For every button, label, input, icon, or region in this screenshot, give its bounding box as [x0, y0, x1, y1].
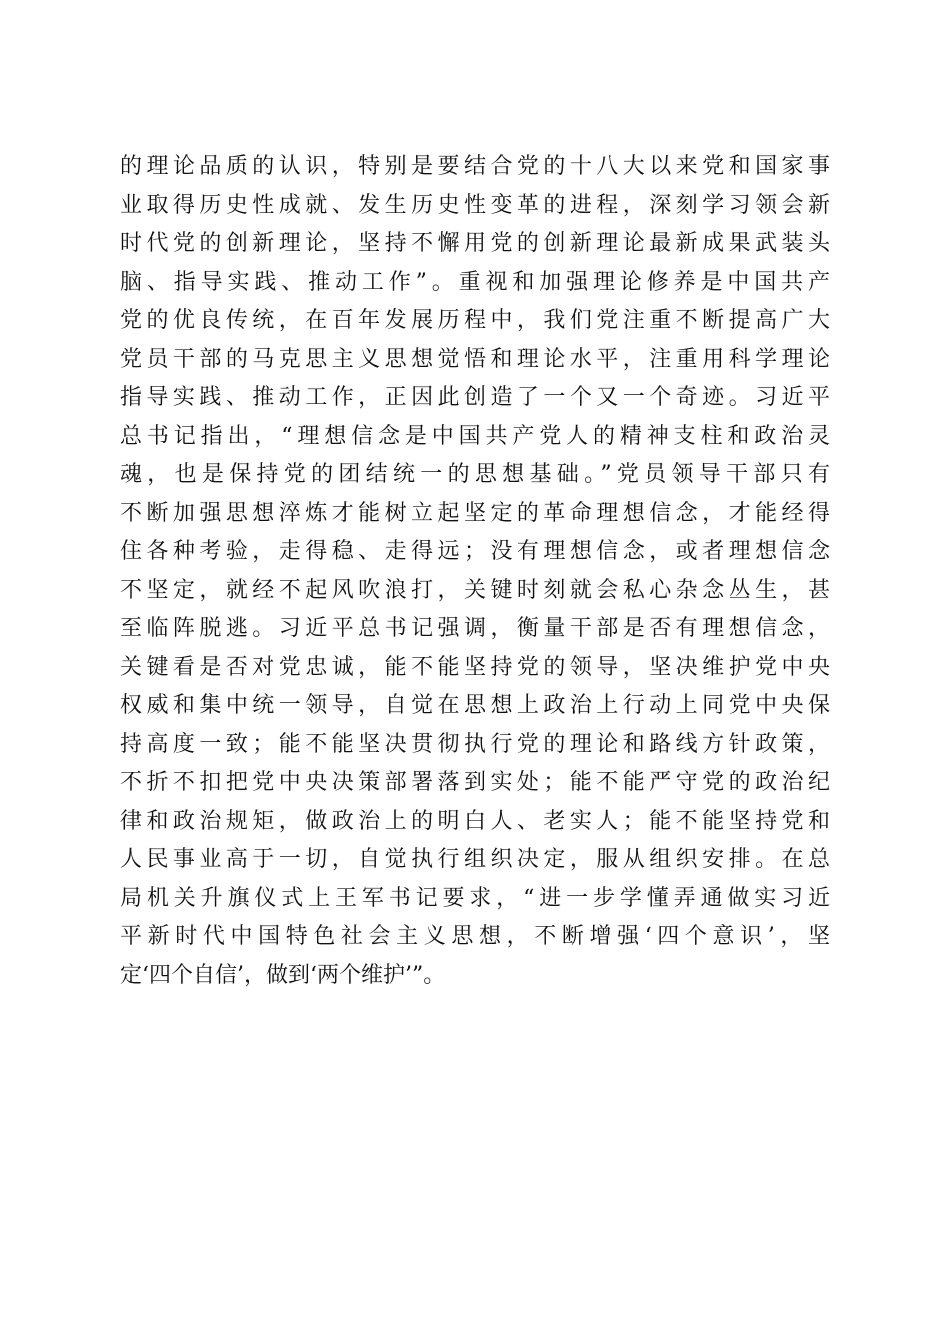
paragraph-line: 局机关升旗仪式上王军书记要求，“进一步学懂弄通做实习近 [120, 885, 830, 911]
paragraph-line: 的理论品质的认识，特别是要结合党的十八大以来党和国家事 [120, 154, 830, 179]
paragraph-line: 关键看是否对党忠诚，能不能坚持党的领导，坚决维护党中央 [120, 654, 830, 680]
paragraph-line: 指导实践、推动工作，正因此创造了一个又一个奇迹。习近平 [120, 385, 830, 410]
paragraph-line: 不坚定，就经不起风吹浪打，关键时刻就会私心杂念丛生，甚 [120, 577, 830, 603]
paragraph-line: 业取得历史性成就、发生历史性变革的进程，深刻学习领会新 [120, 192, 830, 218]
paragraph-line: 党的优良传统，在百年发展历程中，我们党注重不断提高广大 [120, 308, 830, 333]
paragraph-line: 总书记指出，“理想信念是中国共产党人的精神支柱和政治灵 [120, 423, 830, 449]
paragraph-line: 定‘四个自信’，做到‘两个维护’”。 [120, 962, 446, 988]
paragraph-line: 不折不扣把党中央决策部署落到实处；能不能严守党的政治纪 [120, 770, 830, 795]
paragraph-line: 不断加强思想淬炼才能树立起坚定的革命理想信念，才能经得 [120, 500, 830, 526]
paragraph-line: 时代党的创新理论，坚持不懈用党的创新理论最新成果武装头 [120, 231, 830, 256]
paragraph-line: 律和政治规矩，做政治上的明白人、老实人；能不能坚持党和 [120, 808, 830, 834]
paragraph-line: 魂，也是保持党的团结统一的思想基础。”党员领导干部只有 [120, 462, 830, 487]
paragraph-line: 平新时代中国特色社会主义思想，不断增强‘四个意识’，坚 [120, 924, 830, 949]
paragraph-line: 人民事业高于一切，自觉执行组织决定，服从组织安排。在总 [120, 847, 830, 872]
body-paragraph [120, 148, 830, 995]
paragraph-line: 权威和集中统一领导，自觉在思想上政治上行动上同党中央保 [120, 693, 830, 718]
paragraph-line: 党员干部的马克思主义思想觉悟和理论水平，注重用科学理论 [120, 346, 830, 372]
paragraph-line: 持高度一致；能不能坚决贯彻执行党的理论和路线方针政策， [120, 731, 830, 757]
paragraph-line: 住各种考验，走得稳、走得远；没有理想信念，或者理想信念 [120, 539, 830, 564]
paragraph-line: 至临阵脱逃。习近平总书记强调，衡量干部是否有理想信念， [120, 616, 830, 641]
paragraph-line: 脑、指导实践、推动工作”。重视和加强理论修养是中国共产 [120, 269, 830, 295]
